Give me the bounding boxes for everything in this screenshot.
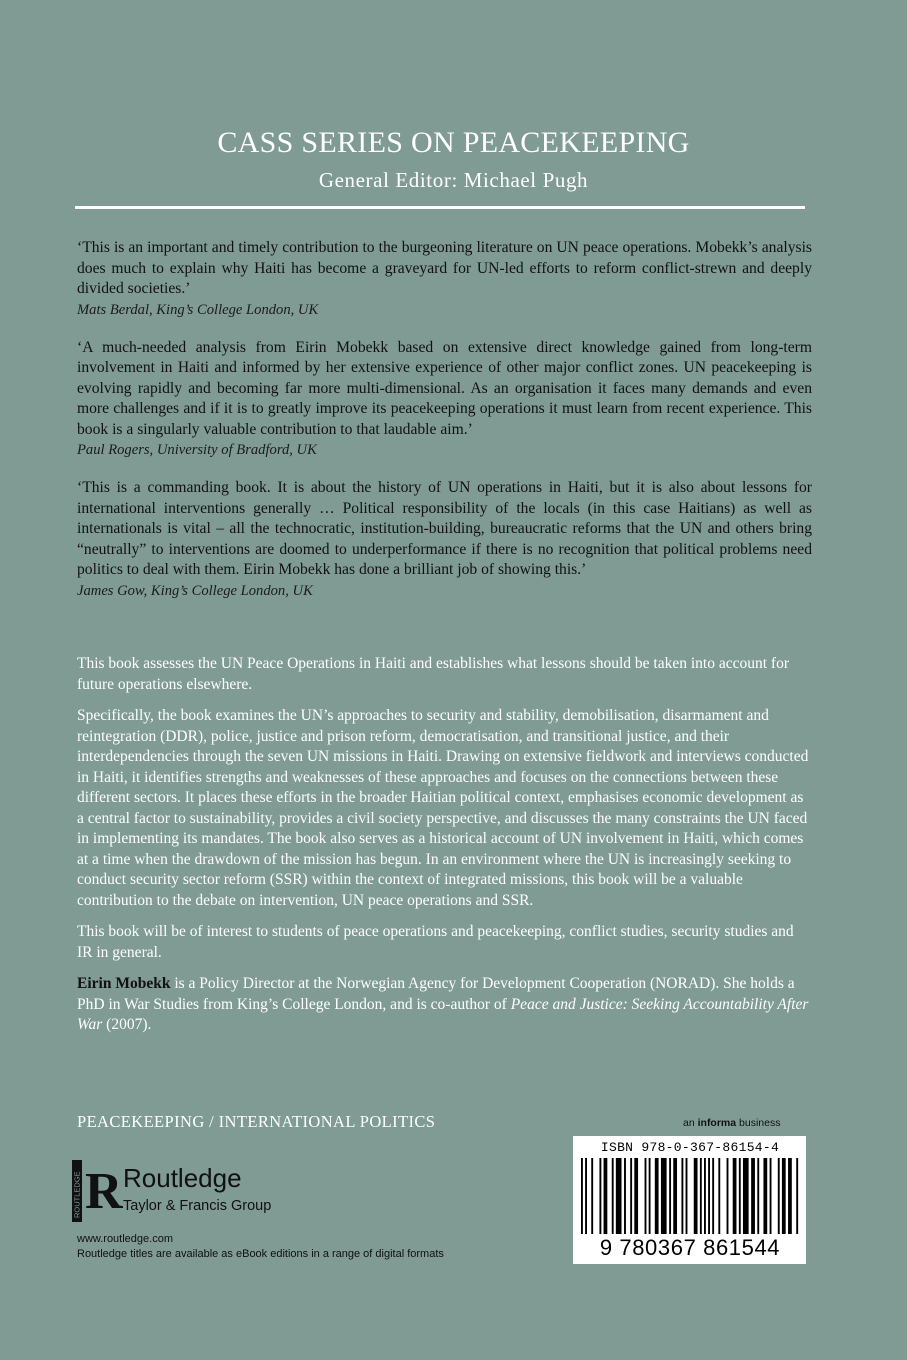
endorsement <box>77 338 812 461</box>
endorsements <box>77 238 812 619</box>
barcode-bar <box>661 1158 667 1234</box>
related-book-year: (2007). <box>102 1016 152 1033</box>
barcode-bar <box>704 1158 706 1234</box>
publisher-group: Taylor & Francis Group <box>123 1198 272 1214</box>
logo-letter: R <box>85 1163 123 1220</box>
barcode-bar <box>739 1158 741 1234</box>
barcode-bar <box>681 1158 683 1234</box>
barcode-bar <box>743 1158 749 1234</box>
barcode-bar <box>763 1158 767 1234</box>
title-divider <box>75 206 805 209</box>
barcode-bar <box>630 1158 632 1234</box>
barcode-bar <box>757 1158 759 1234</box>
barcode-bar <box>694 1158 698 1234</box>
barcode-bar <box>581 1158 583 1234</box>
barcode-bar <box>727 1158 729 1234</box>
isbn-barcode <box>573 1136 806 1264</box>
publisher-name: Routledge <box>123 1163 242 1193</box>
informa-brand: informa <box>697 1117 737 1129</box>
description-paragraph: This book will be of interest to students of peace operations and peacekeeping, conflict studies, security studies and IR in general. <box>77 923 794 961</box>
series-editor: General Editor: Michael Pugh <box>318 168 589 192</box>
book-description <box>77 654 812 1047</box>
barcode-bar <box>649 1158 651 1234</box>
publisher-url[interactable]: www.routledge.com <box>77 1233 173 1245</box>
endorsement-attribution: Mats Berdal, King’s College London, UK <box>77 301 319 318</box>
endorsement <box>77 478 812 601</box>
barcode-bar <box>686 1158 688 1234</box>
series-title: CASS SERIES ON PEACEKEEPING <box>217 126 690 159</box>
author-name: Eirin Mobekk <box>77 975 171 992</box>
endorsement-quote: ‘This is an important and timely contribution to the burgeoning literature on UN peace operations. Mobekk’s analysis does much to explain why Haiti has become a graveyard for UN-led efforts to reform conflict-strewn and deeply divided societies.’ <box>77 239 812 297</box>
informa-suffix: business <box>736 1117 781 1129</box>
isbn-label: ISBN 978-0-367-86154-4 <box>600 1140 780 1155</box>
ebook-note: Routledge titles are available as eBook editions in a range of digital formats <box>77 1248 444 1260</box>
related-book-title: Peace and Justice: Seeking Accountability After War <box>77 995 809 1033</box>
barcode-bar <box>645 1158 647 1234</box>
barcode-bar <box>733 1158 737 1234</box>
barcode-bar <box>585 1158 587 1234</box>
barcode-bar <box>634 1158 638 1234</box>
barcode-bar <box>778 1158 780 1234</box>
barcode-bar <box>700 1158 702 1234</box>
barcode-bar <box>591 1158 593 1234</box>
barcode-bar <box>624 1158 626 1234</box>
author-bio-text: is a Policy Director at the Norwegian Agency for Development Cooperation (NORAD). She holds a PhD in War Studies from King’s College London, and is co-author of <box>77 975 795 1013</box>
endorsement <box>77 238 812 320</box>
endorsement-quote: ‘This is a commanding book. It is about the history of UN operations in Haiti, but it is also about lessons for international interventions generally … Political responsibility of the locals (in this case Haitians) as well as internationals is vital – all the technocratic, institution-building, bureaucratic reforms that the UN and others bring “neutrally” to interventions are doomed to underperformance if there is no recognition that political problems need politics to deal with them. Eirin Mobekk has done a brilliant job of showing this.’ <box>77 479 812 578</box>
author-bio <box>77 974 812 1036</box>
barcode-bar <box>669 1158 671 1234</box>
barcode-bar <box>751 1158 755 1234</box>
barcode-bar <box>718 1158 720 1234</box>
barcode-bar <box>655 1158 659 1234</box>
description-paragraph: This book assesses the UN Peace Operations in Haiti and establishes what lessons should be taken into account for future operations elsewhere. <box>77 655 789 693</box>
barcode-bar <box>770 1158 772 1234</box>
barcode-bar <box>782 1158 786 1234</box>
barcode-bar <box>612 1158 614 1234</box>
barcode-digits: 9 780367 861544 <box>599 1235 781 1260</box>
barcode-bar <box>616 1158 622 1234</box>
barcode-bar <box>673 1158 677 1234</box>
barcode-bar <box>712 1158 714 1234</box>
endorsement-attribution: Paul Rogers, University of Bradford, UK <box>77 442 317 458</box>
barcode-bars <box>579 1158 801 1234</box>
informa-prefix: an <box>683 1117 698 1129</box>
subject-category: PEACEKEEPING / INTERNATIONAL POLITICS <box>77 1112 436 1131</box>
informa-tagline <box>683 1117 780 1129</box>
barcode-bar <box>599 1158 601 1234</box>
barcode-bar <box>788 1158 792 1234</box>
description-paragraph: Specifically, the book examines the UN’s approaches to security and stability, demobilisation, disarmament and reintegration (DDR), police, justice and prison reform, democratisation, and transitional justice, and their interdependencies through the seven UN missions in Haiti. Drawing on extensive fieldwork and interviews conducted in Haiti, it identifies strengths and weaknesses of these approaches and focuses on the connections between these different sectors. It places these efforts in the broader Haitian political context, emphasises economic development as a central factor to sustainability, provides a civil society perspective, and discusses the many constraints the UN faced in implementing its mandates. The book also serves as a historical account of UN involvement in Haiti, which comes at a time when the drawdown of the mission has begun. In an environment where the UN is increasingly seeking to conduct security sector reform (SSR) within the context of integrated missions, this book will be a valuable contribution to the debate on intervention, UN peace operations and SSR. <box>77 707 809 909</box>
routledge-logo-icon <box>72 1160 123 1222</box>
logo-vertical-text: ROUTLEDGE <box>72 1171 82 1218</box>
endorsement-attribution: James Gow, King’s College London, UK <box>77 582 313 599</box>
barcode-bar <box>796 1158 798 1234</box>
barcode-bar <box>604 1158 608 1234</box>
endorsement-quote: ‘A much-needed analysis from Eirin Mobekk based on extensive direct knowledge gained from long-term involvement in Haiti and informed by her extensive experience of other major conflict zones. UN peacekeeping is evolving rapidly and becoming far more multi-dimensional. As an organisation it faces many demands and even more challenges and if it is to greatly improve its peacekeeping operations it must learn from recent experience. This book is a singularly valuable contribution to that laudable aim.’ <box>77 338 812 438</box>
barcode-bar <box>708 1158 710 1234</box>
